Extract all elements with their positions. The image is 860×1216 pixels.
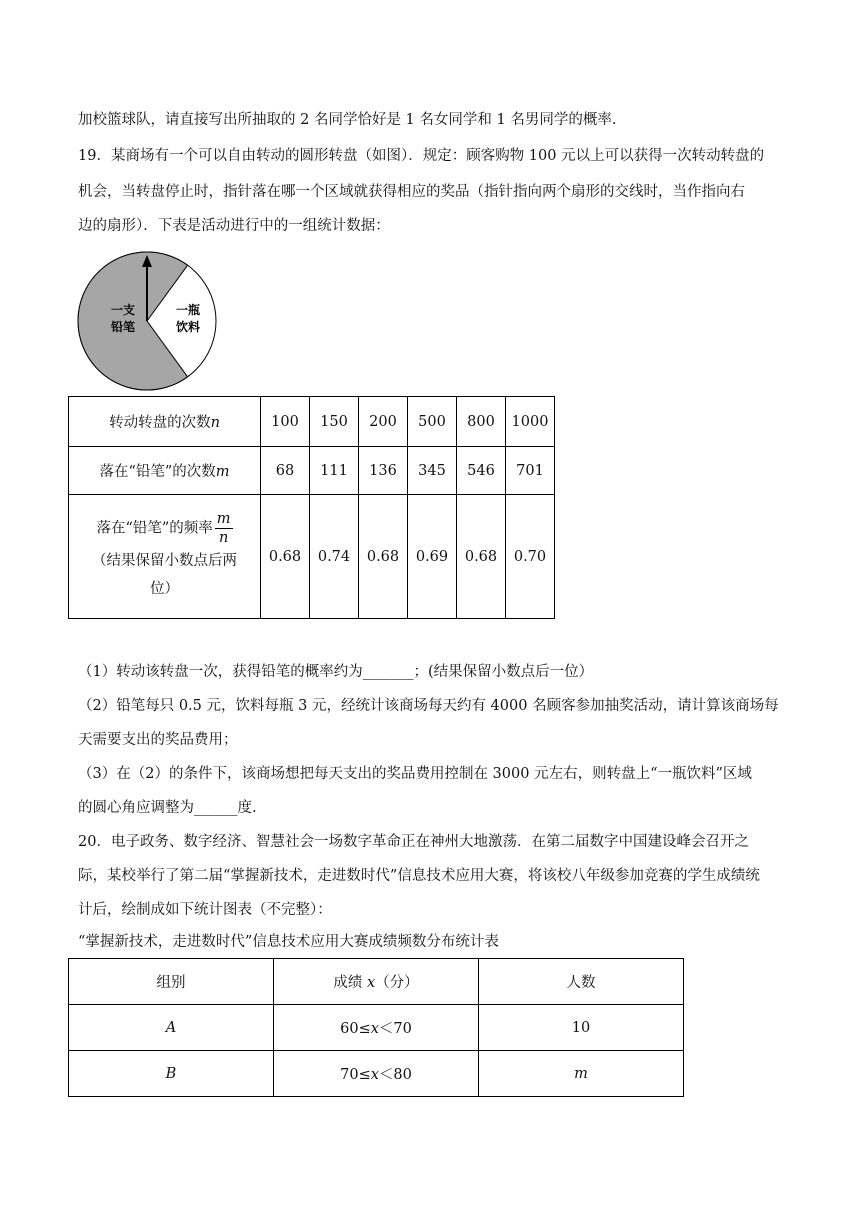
table-cell: 0.69 [408, 495, 457, 619]
count-cell: 10 [479, 1005, 684, 1051]
spinner-diagram [76, 250, 218, 392]
table-cell: 546 [457, 447, 506, 495]
q19-text-line1: 19．某商场有一个可以自由转动的圆形转盘（如图）．规定：顾客购物 100 元以上可以获得一次转动转盘的 [78, 148, 765, 164]
header-score: 成绩 x（分） [274, 959, 479, 1005]
row-header: 转动转盘的次数n [69, 397, 261, 447]
table-cell: 1000 [506, 397, 555, 447]
q20-text-line1: 20．电子政务、数字经济、智慧社会一场数字革命正在神州大地激荡．在第二届数字中国建设峰会召开之 [78, 834, 749, 850]
score-range-cell: 70≤x＜80 [274, 1051, 479, 1097]
table-cell: 701 [506, 447, 555, 495]
table-row [69, 1051, 684, 1097]
table-row [69, 495, 555, 619]
drink-label-1: 一瓶 [175, 303, 201, 317]
table-cell: 0.70 [506, 495, 555, 619]
q20-table-title: “掌握新技术，走进数时代”信息技术应用大赛成绩频数分布统计表 [78, 934, 499, 950]
table-cell: 150 [310, 397, 359, 447]
spinner-stats-table [68, 396, 555, 619]
frequency-fraction: $\frac{m}{n}$ [216, 511, 231, 546]
table-row [69, 1005, 684, 1051]
table-cell: 68 [261, 447, 310, 495]
pencil-label-2: 铅笔 [110, 320, 136, 334]
table-cell: 0.74 [310, 495, 359, 619]
drink-label-2: 饮料 [175, 320, 201, 334]
header-group: 组别 [69, 959, 274, 1005]
table-cell: 100 [261, 397, 310, 447]
q19-part2-line2: 天需要支出的奖品费用； [78, 732, 238, 748]
q19-text-line2: 机会，当转盘停止时，指针落在哪一个区域就获得相应的奖品（指针指向两个扇形的交线时，当作指向右 [78, 184, 745, 200]
q19-part3-line2: 的圆心角应调整为______度. [78, 800, 257, 816]
table-cell: 800 [457, 397, 506, 447]
table-cell: 0.68 [457, 495, 506, 619]
group-cell: B [69, 1051, 274, 1097]
table-row [69, 447, 555, 495]
score-frequency-table [68, 958, 684, 1097]
q20-text-line2: 际，某校举行了第二届“掌握新技术，走进数时代”信息技术应用大赛，将该校八年级参加竞赛的学生成绩统 [78, 868, 760, 884]
table-cell: 0.68 [261, 495, 310, 619]
q19-part2-line1: （2）铅笔每只 0.5 元，饮料每瓶 3 元，经统计该商场每天约有 4000 名顾客参加抽奖活动，请计算该商场每 [78, 698, 779, 714]
group-cell: A [69, 1005, 274, 1051]
table-header-row [69, 959, 684, 1005]
q19-part1: （1）转动该转盘一次，获得铅笔的概率约为_______；(结果保留小数点后一位） [78, 664, 594, 680]
score-range-cell: 60≤x＜70 [274, 1005, 479, 1051]
intro-tail-text: 加校篮球队，请直接写出所抽取的 2 名同学恰好是 1 名女同学和 1 名男同学的概率. [78, 112, 617, 128]
table-cell: 200 [359, 397, 408, 447]
table-cell: 500 [408, 397, 457, 447]
table-cell: 136 [359, 447, 408, 495]
q19-text-line3: 边的扇形）．下表是活动进行中的一组统计数据： [78, 218, 390, 234]
table-cell: 0.68 [359, 495, 408, 619]
table-cell: 345 [408, 447, 457, 495]
row-header: 落在“铅笔”的次数m [69, 447, 261, 495]
table-row [69, 397, 555, 447]
count-cell: m [479, 1051, 684, 1097]
table-cell: 111 [310, 447, 359, 495]
header-count: 人数 [479, 959, 684, 1005]
row-header: 落在“铅笔”的频率 $\frac{m}{n}$ （结果保留小数点后两 位） [69, 495, 261, 619]
pencil-label-1: 一支 [110, 303, 136, 317]
q20-text-line3: 计后，绘制成如下统计图表（不完整）： [78, 902, 332, 918]
q19-part3-line1: （3）在（2）的条件下，该商场想把每天支出的奖品费用控制在 3000 元左右，则转盘上“一瓶饮料”区域 [78, 766, 752, 782]
